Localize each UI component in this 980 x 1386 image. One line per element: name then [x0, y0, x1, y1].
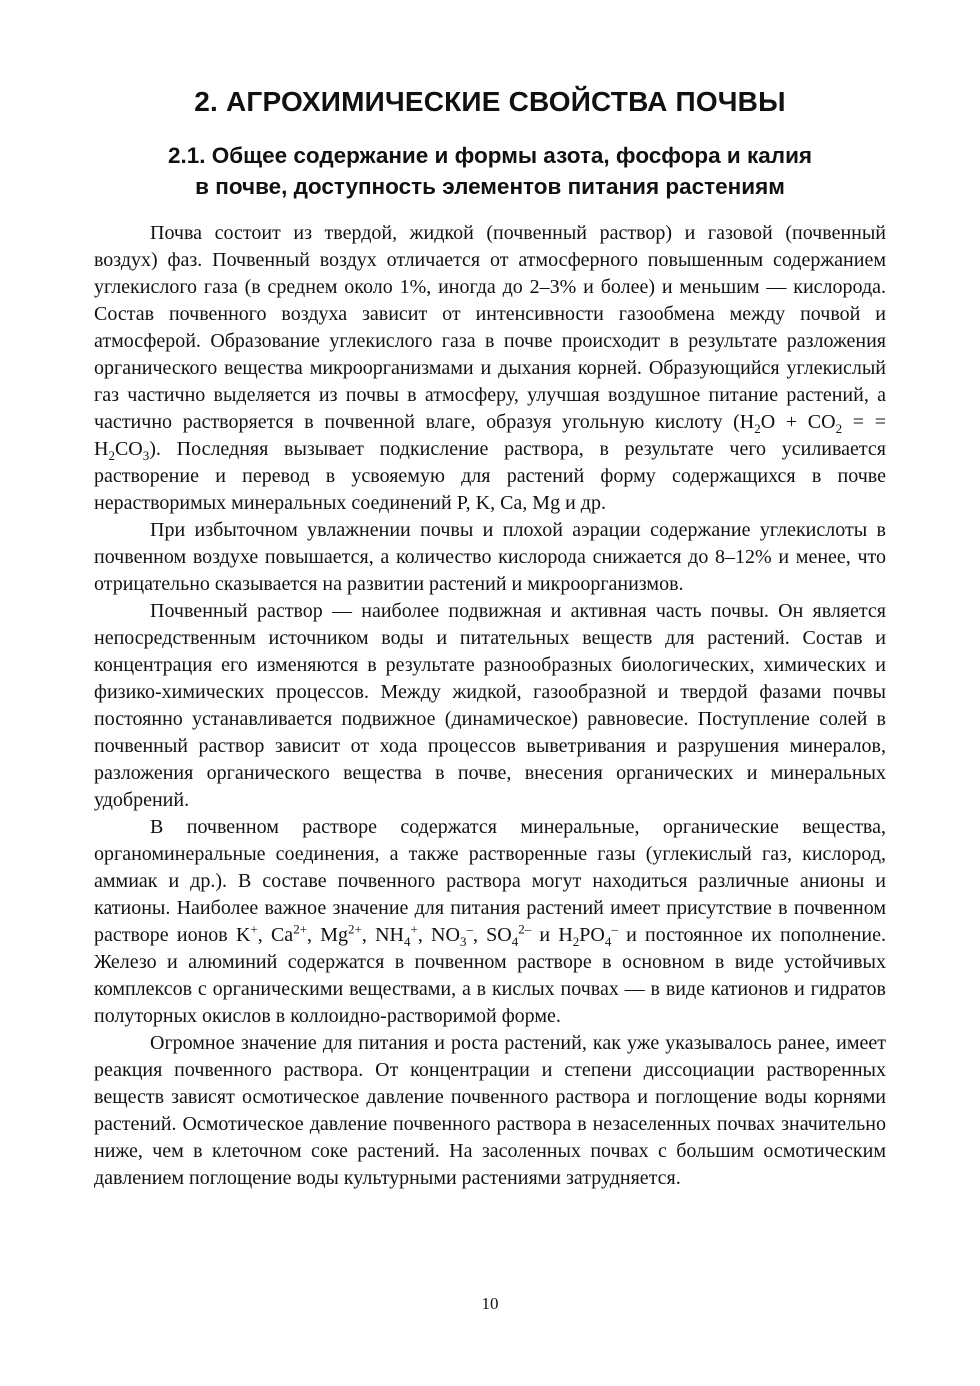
paragraph-4: [94, 814, 886, 1030]
paragraph-1-text-a: Почва состоит из твердой, жидкой (почвенный раствор) и газовой (почвенный воздух) фаз. Почвенный воздух отличается от атмосферного повышенным содержанием углекислого газа (в среднем около 1%, иногда до 2–3% и более) и меньшим — кислорода. Состав почвенного воздуха зависит от интенсивности газообмена между почвой и атмосферой. Образование углекислого газа в почве происходит в результате разложения органического вещества микроорганизмами и дыхания корней. Образующийся углекислый газ частично выделяется из почвы в атмосферу, улучшая воздушное питание растений, а частично растворяется в почвенной влаге, образуя угольную кислоту (H: [94, 222, 886, 433]
paragraph-4-text-d: , NH: [361, 924, 404, 946]
paragraph-4-text-c: , Mg: [307, 924, 349, 946]
paragraph-5: Огромное значение для питания и роста растений, как уже указывалось ранее, имеет реакция почвенного раствора. От концентрации и степени диссоциации растворенных веществ зависят осмотическое давление почвенного раствора и поглощение воды корнями растений. Осмотическое давление почвенного раствора в незаселенных почвах значительно ниже, чем в клеточном соке растений. На засоленных почвах с большим осмотическим давлением поглощение воды культурными растениями затрудняется.: [94, 1032, 886, 1189]
subscript: 2: [572, 934, 580, 949]
paragraph-4-text-a: В почвенном растворе содержатся минеральные, органические вещества, органоминеральные соединения, а также растворенные газы (углекислый газ, кислород, аммиак и др.). В составе почвенного раствора могут находиться различные анионы и катионы. Наиболее важное значение для питания растений имеет присутствие в почвенном растворе ионов K: [94, 816, 886, 946]
paragraph-1-text-e: ). Последняя вызывает подкисление раствора, в результате чего усиливается растворение и перевод в усвояемую для растений форму содержащихся в почве нерастворимых минеральных соединений P, K, Ca, Mg и др.: [94, 438, 886, 514]
superscript: –: [466, 921, 473, 937]
section-title-line-1: 2.1. Общее содержание и формы азота, фосфора и калия: [167, 143, 813, 168]
document-page: [94, 86, 886, 1192]
subscript: 2: [835, 421, 843, 436]
paragraph-4-text-b: , Ca: [257, 924, 294, 946]
section-title: [94, 140, 886, 202]
subscript: 2: [754, 421, 761, 436]
paragraph-4-text-i: и постоянное их пополнение. Железо и алюминий содержатся в почвенном растворе в основном в виде устойчивых комплексов с органическими веществами, а в кислых почвах — в виде катионов и гидратов полуторных окислов в коллоидно-растворимой форме.: [94, 924, 887, 1027]
subscript: 3: [142, 448, 150, 463]
superscript: 2+: [348, 921, 362, 937]
superscript: 2+: [293, 921, 308, 937]
superscript: +: [410, 921, 418, 937]
paragraph-3: Почвенный раствор — наиболее подвижная и активная часть почвы. Он является непосредственным источником воды и питательных веществ для растений. Состав и концентрация его изменяются в результате разнообразных биологических, химических и физико-химических процессов. Между жидкой, газообразной и твердой фазами почвы постоянно устанавливается подвижное (динамическое) равновесие. Поступление солей в почвенный раствор зависит от хода процессов выветривания и разрушения минералов, разложения органического вещества в почве, внесения органических и минеральных удобрений.: [94, 600, 886, 811]
paragraph-1-text-c: = = H: [94, 411, 887, 460]
superscript: 2–: [518, 921, 532, 937]
subscript: 4: [604, 934, 612, 949]
paragraph-4-text-g: и H: [531, 924, 573, 946]
superscript: +: [250, 921, 258, 937]
paragraph-4-text-f: , SO: [472, 924, 512, 946]
paragraph-4-text-e: , NO: [417, 924, 460, 946]
paragraph-1-text-d: CO: [114, 438, 143, 460]
superscript: –: [611, 921, 618, 937]
paragraph-2: При избыточном увлажнении почвы и плохой аэрации содержание углекислоты в почвенном воздухе повышается, а количество кислорода снижается до 8–12% и менее, что отрицательно сказывается на развитии растений и микроорганизмов.: [94, 519, 886, 595]
subscript: 4: [403, 934, 411, 949]
paragraph-1-text-b: O + CO: [760, 411, 836, 433]
subscript: 3: [459, 934, 467, 949]
paragraph-4-text-h: PO: [579, 924, 605, 946]
chapter-title: 2. АГРОХИМИЧЕСКИЕ СВОЙСТВА ПОЧВЫ: [194, 86, 786, 117]
body-text: [94, 220, 886, 1192]
section-title-line-2: в почве, доступность элементов питания растениям: [195, 174, 785, 199]
subscript: 4: [511, 934, 519, 949]
page-number: 10: [481, 1294, 499, 1313]
subscript: 2: [108, 448, 115, 463]
paragraph-1: [94, 220, 886, 517]
